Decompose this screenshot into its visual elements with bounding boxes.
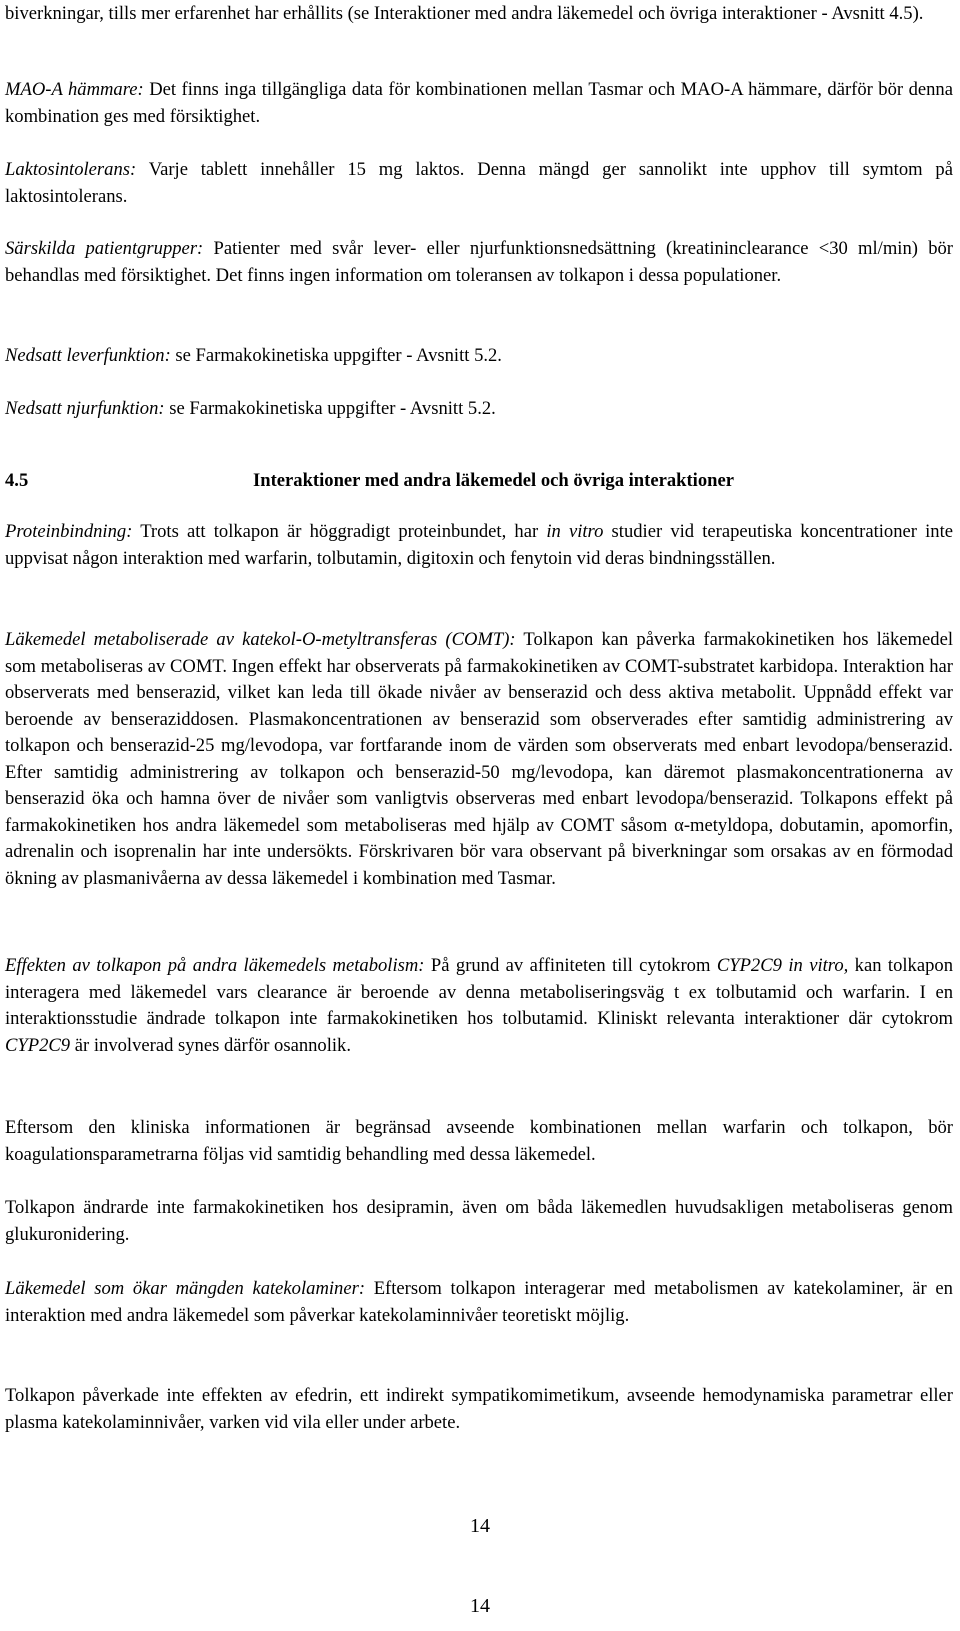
paragraph-lead: Läkemedel som ökar mängden katekolaminer:: [5, 1278, 366, 1299]
paragraph-text: På grund av affiniteten till cytokrom: [424, 955, 717, 976]
paragraph-italic-term: in vitro: [546, 521, 604, 542]
paragraph-text: Det finns inga tillgängliga data för kombinationen mellan Tasmar och MAO-A hämmare, därför bör denna kombination ges med försiktighet.: [5, 79, 953, 127]
section-title: Interaktioner med andra läkemedel och övriga interaktioner: [253, 470, 734, 491]
paragraph-text: kan tolkapon interagera med läkemedel vars clearance är beroende av denna metaboliseringsväg t ex tolbutamid och warfarin. I en interaktionsstudie ändrade tolkapon inte farmakokinetiken hos tolbutamid. Kliniskt relevanta interaktioner där cytokrom: [5, 955, 954, 1029]
paragraph-laktosintolerans: [5, 157, 953, 210]
paragraph-efedrin: [5, 1383, 953, 1436]
paragraph-text: Patienter med svår lever- eller njurfunktionsnedsättning (kreatininclearance <30 ml/min) bör behandlas med försiktighet. Det finns ingen information om toleransen av tolkapon i dessa populationer.: [5, 238, 954, 286]
paragraph-text: Trots att tolkapon är höggradigt proteinbundet, har: [132, 521, 547, 542]
paragraph-lead: MAO-A hämmare:: [5, 79, 144, 100]
page-number: 14: [470, 1595, 490, 1617]
paragraph-warfarin: [5, 1115, 953, 1168]
paragraph-lead: Effekten av tolkapon på andra läkemedels metabolism:: [5, 955, 425, 976]
paragraph-italic-term: CYP2C9: [5, 1034, 71, 1056]
paragraph-comt: [5, 627, 953, 892]
paragraph-lead: Särskilda patientgrupper:: [5, 238, 204, 259]
paragraph-text: Tolkapon kan påverka farmakokinetiken hos läkemedel som metaboliseras av COMT. Ingen effekt har observerats på farmakokinetiken av COMT-substratet karbidopa. Interaktion har observerats med benserazid, vilket kan leda till ökade nivåer av benserazid och dess aktiva metabolit. Uppnådd effekt var beroende av benseraziddosen. Plasmakoncentrationen av benserazid som observerades efter samtidig administrering av tolkapon och benserazid-25 mg/levodopa, var fortfarande inom de värden som observerats med enbart levodopa/benserazid. Efter samtidig administrering av tolkapon och benserazid-50 mg/levodopa, kan däremot plasmakoncentrationerna av benserazid öka och hamna över de nivåer som vanligtvis observeras med enbart levodopa/benserazid. Tolkapons effekt på farmakokinetiken hos andra läkemedel som metaboliseras med hjälp av COMT såsom α-metyldopa, dobutamin, apomorfin, adrenalin och isoprenalin har inte undersökts. Förskrivaren bör vara observant på biverkningar som orsakas av en förmodad ökning av plasmanivåerna av dessa läkemedel i kombination med Tasmar.: [5, 629, 953, 889]
paragraph-nedsatt-leverfunktion: [5, 343, 953, 370]
paragraph-text: Tolkapon ändrarde inte farmakokinetiken hos desipramin, även om båda läkemedlen huvudsakligen metaboliseras genom glukuronidering.: [5, 1197, 953, 1245]
paragraph-desipramin: [5, 1195, 953, 1248]
paragraph-continuation: [5, 1, 953, 28]
paragraph-italic-term: CYP2C9 in vitro,: [716, 955, 849, 976]
paragraph-text: studier vid terapeutiska koncentrationer inte uppvisat någon interaktion med warfarin, tolbutamin, digitoxin och fenytoin vid deras bindningsställen.: [5, 521, 953, 569]
paragraph-lead: Nedsatt leverfunktion:: [5, 345, 171, 366]
paragraph-text: se Farmakokinetiska uppgifter - Avsnitt 5.2.: [170, 345, 502, 366]
paragraph-effekten-av-tolkapon: [5, 953, 953, 1059]
paragraph-text: Tolkapon påverkade inte effekten av efedrin, ett indirekt sympatikomimetikum, avseende hemodynamiska parametrar eller plasma katekolaminnivåer, varken vid vila eller under arbete.: [5, 1385, 953, 1433]
paragraph-lead: Proteinbindning:: [5, 521, 133, 542]
paragraph-sarskilda-patientgrupper: [5, 236, 953, 289]
paragraph-lead: Nedsatt njurfunktion:: [5, 398, 165, 419]
paragraph-lead: Laktosintolerans:: [5, 159, 137, 180]
paragraph-katekolaminer: [5, 1276, 953, 1329]
paragraph-text: Varje tablett innehåller 15 mg laktos. Denna mängd ger sannolikt inte upphov till symtom på laktosintolerans.: [5, 159, 953, 207]
paragraph-text: är involverad synes därför osannolik.: [70, 1034, 352, 1056]
paragraph-mao-a: [5, 77, 953, 130]
paragraph-lead: Läkemedel metaboliserade av katekol-O-metyltransferas (COMT):: [5, 629, 516, 650]
section-number: 4.5: [5, 470, 29, 491]
page-number: 14: [470, 1515, 490, 1537]
paragraph-text: se Farmakokinetiska uppgifter - Avsnitt 5.2.: [164, 398, 496, 419]
paragraph-text: biverkningar, tills mer erfarenhet har erhållits (se Interaktioner med andra läkemedel och övriga interaktioner - Avsnitt 4.5).: [5, 3, 924, 24]
paragraph-text: Eftersom tolkapon interagerar med metabolismen av katekolaminer, är en interaktion med andra läkemedel som påverkar katekolaminnivåer teoretiskt möjlig.: [5, 1278, 953, 1326]
paragraph-nedsatt-njurfunktion: [5, 396, 953, 423]
paragraph-proteinbindning: [5, 519, 953, 572]
paragraph-text: Eftersom den kliniska informationen är begränsad avseende kombinationen mellan warfarin och tolkapon, bör koagulationsparametrarna följas vid samtidig behandling med dessa läkemedel.: [5, 1117, 953, 1165]
